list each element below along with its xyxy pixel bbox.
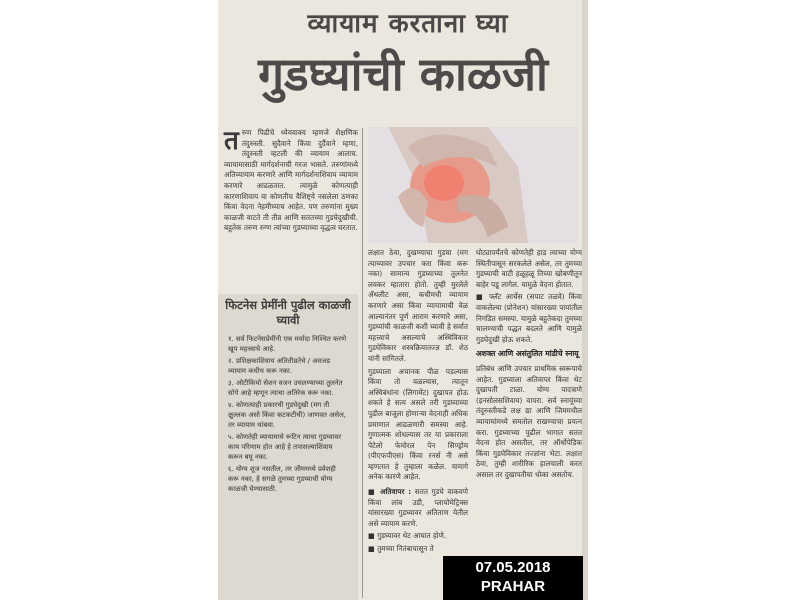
column-divider-1 (362, 128, 363, 598)
column-1 (224, 128, 358, 234)
sidebar-item: ५. कोणतेही व्यायामाचे रूटिन त्याचा गुडघ्यावर काय परिणाम होत आहे हे तपासल्याशिवाय करून बघू नका. (228, 433, 342, 461)
column-3-paragraph-a: घोट्यापर्यंतचे कोणतेही हाड त्याच्या योग्य स्थितीपासून सरकलेले असेल, तर तुमच्या गुडघ्याची वाटी हळूहळू तिच्या खोबणीतून बाहेर पडू लागेल. यामुळे वेदना होतात. (476, 248, 582, 289)
headline-line-2: गुडघ्यांची काळजी (258, 47, 548, 101)
bullet-text-overuse: सतत गुडघे वाकवणे किंवा लांब उडी, प्लायोमेट्रिक्स यांसारख्या गुडघ्यावर अतिताण येतील असे व्यायाम करणे. (368, 487, 468, 528)
publication-date: 07.05.2018 (475, 559, 551, 576)
sidebar-item: ३. ओटीकियो सेशन वजन उचलण्याच्या तुलनेत सोपे आहे म्हणून त्याचा अतिरेक करू नका. (228, 379, 343, 397)
sidebar-title: फिटनेस प्रेमींनी पुढील काळजी घ्यावी (225, 298, 351, 327)
bullet-direct-impact: ■ गुडघ्यावर थेट आघात होणे. (368, 531, 447, 541)
sidebar-list (228, 334, 348, 496)
column-3-paragraph-b: प्रतिबंध आणि उपचार प्राथमिक स्वरूपाचे आहेत. गुडघ्याला अतिवापर किंवा थेट दुखापती टाळा. योग्य पादत्राणे (इनसोलसशिवाय) वापरा. सर्व स्नायूंच्या तंदुरुस्तीकडे लक्ष द्या आणि जिममधील व्यायामांमध्ये समतोल राखण्याचा प्रयत्न करा. गुडघ्याच्या पुढील भागात सतत वेदना होत असतील, तर ऑर्थोपेडिक किंवा गुडघेविकार तज्ज्ञांना भेटा. लक्षात ठेवा, तुम्ही शारीरिक हालचाली करत असाल तर दुखापतीचा धोका असतोच. (476, 363, 582, 479)
column-1-text: रुण पिढीचे ध्येयवाक्य म्हणजे शैक्षणिक तंदुरुस्ती. सुदैवाने किंवा दुर्दैवाने म्हणा, तंदुरुस्ती म्हटली की व्यायाम आलाच. व्यायामासाठी मार्गदर्शनाची गरज भासते. तरुणांमध्ये अतिव्यायाम करणारे आणि मार्गदर्शनाशिवाय व्यायाम करणारे आढळतात. त्यामुळे कोणत्याही कारणाशिवाय वा कोणतीच वैशिष्ट्ये नसलेला ठणका किंवा वेदना नेहमीच्याच आहेत. पण तरुणांना मुख्य काळजी वाटते ती तीव्र आणि सततच्या गुडघेदुखीची. बहुतेक तरुण रुग्ण त्यांच्या गुडघ्याच्या वृद्धत्व घरतात. (224, 128, 358, 233)
scan-edge (582, 0, 588, 600)
sidebar-item: ६. योग्य शूज नसतील, तर जीममध्ये प्रवेशही करू नका, हे सगळे तुमच्या गुडघ्याची योग्य काळजी घेण्यासाठी. (228, 465, 336, 493)
column-2 (368, 248, 468, 557)
tips-sidebar (218, 294, 358, 600)
column-3 (476, 248, 582, 482)
knee-photo (368, 127, 578, 243)
bullet-hip: ■ तुमच्या नितंबापासून ते (368, 544, 434, 554)
publication-source: PRAHAR (480, 578, 546, 595)
drop-cap: त (224, 126, 239, 156)
bullet-heading-overuse: ■ अतिवापर : (368, 487, 412, 497)
source-badge (443, 556, 583, 600)
column-2-paragraph-a: लक्षात ठेवा, दुखण्याचा गुडघा (मग त्याच्यावर उपचार करा किंवा करू नका) सामान्य गुडघ्याच्या तुलनेत लवकर म्हातारा होतो. तुम्ही मुरलेले ॲथलीट असा, कधीमधी व्यायाम करणारे असा किंवा व्यायामाची वेळ आल्यानंतर पूर्ण आराम करणारे असा, गुडघ्यांची काळजी कशी घ्यावी हे सर्वात महत्त्वाचे असल्याचे अस्थिविकार गुडघेविकार शस्त्रक्रियातज्ज्ञ डॉ. शेठ यांनी सांगितले. (368, 248, 468, 363)
sidebar-item: ४. कोणत्याही प्रकारची गुडघेदुखी (मग ती क्षुल्लक असो किंवा कटकटीची) जाणवत असेल, तर व्यायाम थांबवा. (228, 401, 346, 429)
column-3-bullet-flat-arches: ■ फ्लॅट आर्चेस (सपाट तळवे) किंवा वाकलेल्या (प्रोनेशन) यांसारख्या पायांतील निगडित समस्या. यामुळे बहुतेकदा तुमच्या चालण्याची पद्धत बदलते आणि यामुळे गुडघेदुखी होऊ शकते. (476, 292, 582, 344)
knee-illustration (368, 127, 578, 243)
headline-line-1: व्यायाम करताना घ्या (307, 9, 509, 39)
column-3-subheading: अशक्त आणि असंतुलित मांडीचे स्नायू (476, 349, 579, 359)
newspaper-clipping (218, 0, 588, 600)
sidebar-item: २. प्रशिक्षकाशिवाय अतितीव्रतेचे / अवजड व्यायाम कधीच करू नका. (228, 357, 331, 375)
sidebar-item: १. सर्व फिटनेसप्रेमींनी एक मर्यादा निश्चित करणे खूप महत्त्वाचे आहे. (228, 335, 347, 353)
column-2-paragraph-b: गुडघ्याला अचानक पीळ पडल्यास किंवा तो वळल्यास, त्यातून अस्थिबंधांना (लिगामेंट) दुखापत होऊ शकते हे सत्य असले तरी गुडघ्याच्या पुढील बाजूला होणाऱ्या वेदनाही अधिक प्रमाणात आढळणारी समस्या आहे. गुणात्मक शोधल्यास तर या प्रकाराला पेटेलो फेमोरल पेन सिण्ड्रोम (पीएफपीएस) किंवा रनर्स नी असे म्हणतात हे तुम्हाला कळेल. यामागे अनेक कारणे आहेत. (368, 366, 468, 482)
